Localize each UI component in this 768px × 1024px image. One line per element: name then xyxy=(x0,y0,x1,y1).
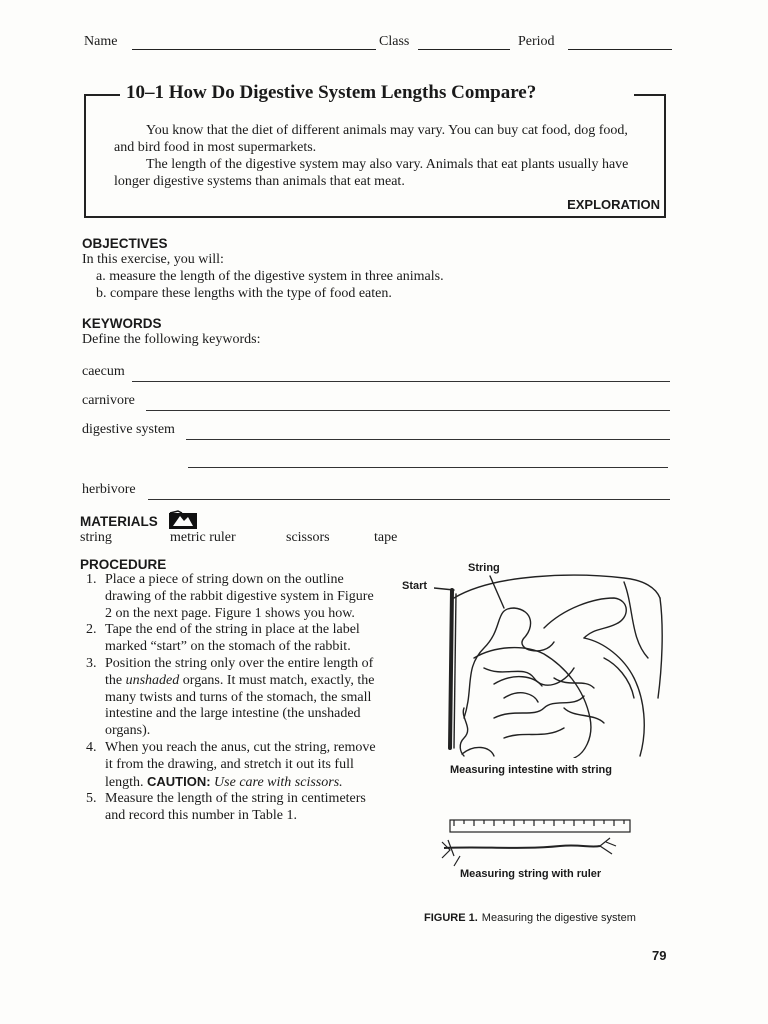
answer-line[interactable] xyxy=(186,439,670,440)
caution-text: Use care with scissors. xyxy=(214,774,343,790)
answer-line[interactable] xyxy=(146,410,670,411)
lesson-intro xyxy=(114,122,644,190)
material-item: tape xyxy=(374,530,398,545)
material-item: string xyxy=(80,530,112,545)
keyword-term: digestive system xyxy=(82,422,175,437)
figure-1 xyxy=(400,560,680,930)
period-label: Period xyxy=(518,34,555,49)
procedure-step: 2. Tape the end of the string in place at the label marked “start” on the stomach of the rabbit. xyxy=(86,622,360,655)
materials-list xyxy=(80,530,480,550)
keyword-term: caecum xyxy=(82,364,125,379)
period-blank xyxy=(568,49,672,50)
keyword-line-herbivore xyxy=(82,480,670,500)
ruler-caption: Measuring string with ruler xyxy=(460,868,602,880)
keywords-intro: Define the following keywords: xyxy=(82,332,261,347)
keywords-section xyxy=(82,316,682,348)
class-blank xyxy=(418,49,510,50)
figure-number: FIGURE 1. xyxy=(424,912,478,924)
keywords-heading: KEYWORDS xyxy=(82,316,162,331)
string-on-intestine-illustration xyxy=(434,568,670,758)
title-box-rule xyxy=(634,94,666,96)
objectives-section xyxy=(82,236,682,302)
name-blank xyxy=(132,49,376,50)
procedure-heading: PROCEDURE xyxy=(80,557,167,572)
material-item: scissors xyxy=(286,530,330,545)
student-info-header xyxy=(84,34,676,56)
name-label: Name xyxy=(84,34,118,49)
keyword-line-digestive-system xyxy=(82,420,670,440)
intro-paragraph: You know that the diet of different animals may vary. You can buy cat food, dog food, and bird food in most supermarkets. xyxy=(114,123,628,155)
keyword-term: herbivore xyxy=(82,482,136,497)
intro-paragraph: The length of the digestive system may also vary. Animals that eat plants usually have longer digestive systems than animals that eat meat. xyxy=(114,157,629,189)
procedure-step: 4. When you reach the anus, cut the string, remove it from the drawing, and stretch it out its full length. CAUTION: Use care with scissors. xyxy=(86,739,376,790)
string-label: String xyxy=(468,562,500,574)
exploration-tag: EXPLORATION xyxy=(567,197,660,212)
answer-line[interactable] xyxy=(148,499,670,500)
lesson-title: 10–1 How Do Digestive System Lengths Compare? xyxy=(126,82,537,103)
answer-line[interactable] xyxy=(132,381,670,382)
page-number: 79 xyxy=(652,948,667,963)
procedure-steps xyxy=(80,572,380,825)
start-label: Start xyxy=(402,580,428,592)
procedure-step: 5. Measure the length of the string in centimeters and record this number in Table 1. xyxy=(86,791,366,824)
keyword-line-caecum xyxy=(82,362,670,382)
keyword-line-carnivore xyxy=(82,391,670,411)
objectives-heading: OBJECTIVES xyxy=(82,236,168,251)
class-label: Class xyxy=(379,34,410,49)
objectives-intro: In this exercise, you will: xyxy=(82,252,224,267)
material-item: metric ruler xyxy=(170,530,236,545)
lesson-title-box xyxy=(84,82,666,218)
procedure-step: 3. Position the string only over the entire length of the unshaded organs. It must match, exactly, the many twists and turns of the stomach, the small intestine and the large intestine (the unshaded organs). xyxy=(86,655,375,739)
procedure-step: 1. Place a piece of string down on the outline drawing of the rabbit digestive system in Figure 2 on the next page. Figure 1 shows you how. xyxy=(86,572,374,621)
figure-caption-text: Measuring the digestive system xyxy=(481,912,636,924)
answer-line[interactable] xyxy=(188,467,668,468)
keyword-line-continued xyxy=(82,448,670,468)
ruler-measuring-illustration xyxy=(440,816,640,868)
caution-label: CAUTION: xyxy=(147,773,211,789)
objective-item: b. compare these lengths with the type of food eaten. xyxy=(96,286,392,301)
keyword-term: carnivore xyxy=(82,393,135,408)
objective-item: a. measure the length of the digestive system in three animals. xyxy=(96,269,444,284)
title-box-rule xyxy=(84,94,120,96)
intestine-caption: Measuring intestine with string xyxy=(450,764,612,776)
figure-caption xyxy=(424,908,636,926)
materials-heading: MATERIALS xyxy=(80,514,158,529)
